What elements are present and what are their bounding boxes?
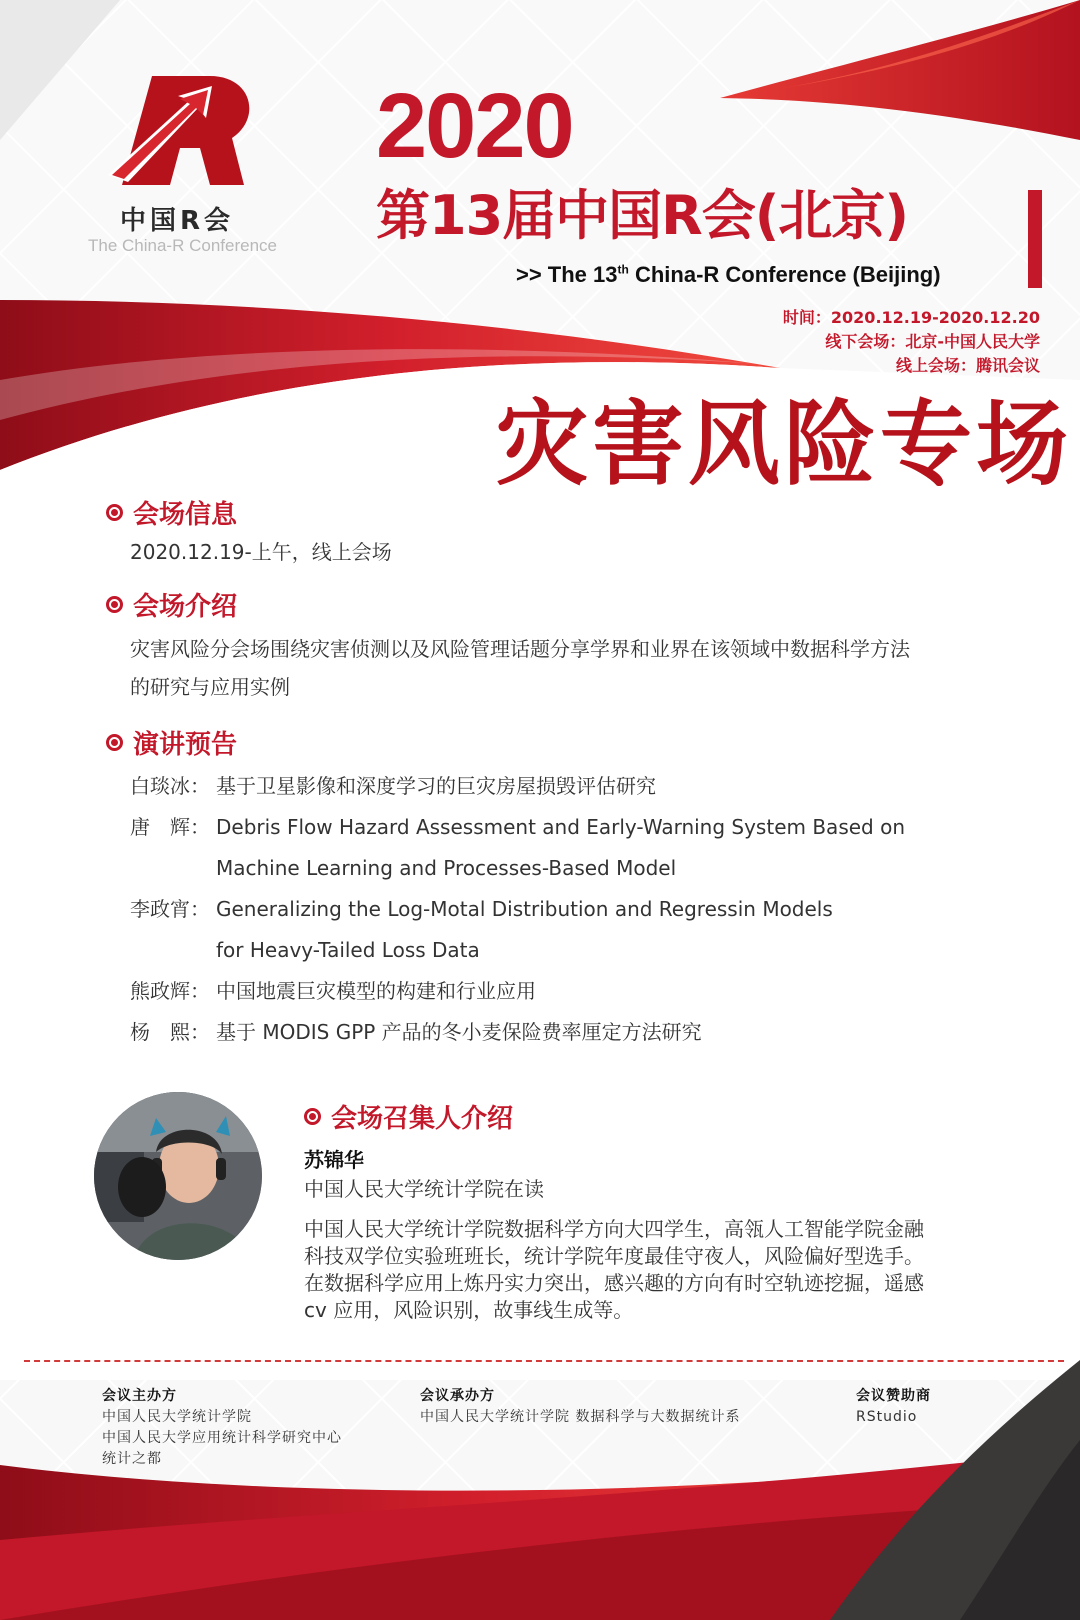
- convener-heading: 会场召集人介绍: [304, 1098, 513, 1135]
- venue-intro-heading: 会场介绍: [106, 586, 237, 623]
- talk-item: [130, 807, 1030, 889]
- talks-heading: 演讲预告: [106, 724, 237, 761]
- talk-item: [130, 766, 1030, 807]
- venue-intro-text: 灾害风险分会场围绕灾害侦测以及风险管理话题分享学界和业界在该领域中数据科学方法 的研究与应用实例: [130, 637, 910, 699]
- person-photo-icon: [94, 1092, 262, 1260]
- talk-speaker: 白琰冰：: [130, 774, 210, 798]
- talk-speaker: 熊政辉：: [130, 979, 210, 1003]
- footer-organizer: 会议承办方 中国人民大学统计学院 数据科学与大数据统计系: [420, 1388, 741, 1425]
- talks-list: [130, 766, 1030, 1053]
- logo-chinese-text: 中国R会: [120, 206, 235, 236]
- talk-title: 基于卫星影像和深度学习的巨灾房屋损毁评估研究: [216, 774, 656, 798]
- talk-speaker: 唐 辉：: [130, 815, 210, 839]
- talk-title: Debris Flow Hazard Assessment and Early-Warning System Based on Machine Learning and Processes-Based Model: [216, 815, 906, 880]
- conference-title: 第13届中国R会(北京): [376, 184, 909, 247]
- footer-divider: [24, 1360, 1064, 1362]
- talk-item: [130, 971, 1030, 1012]
- target-bullet-icon: [304, 1108, 321, 1125]
- talk-item: [130, 889, 1030, 971]
- target-bullet-icon: [106, 734, 123, 751]
- talk-speaker: 李政宵：: [130, 897, 210, 921]
- session-title: 灾害风险专场: [496, 390, 1073, 498]
- event-info: [783, 306, 1040, 378]
- target-bullet-icon: [106, 596, 123, 613]
- event-online-venue: 线上会场：腾讯会议: [895, 356, 1040, 375]
- talk-title: Generalizing the Log-Motal Distribution and Regressin Models for Heavy-Tailed Loss Data: [216, 897, 833, 962]
- convener-name: 苏锦华: [304, 1148, 364, 1172]
- event-offline-venue: 线下会场：北京-中国人民大学: [825, 332, 1040, 351]
- convener-avatar: [94, 1092, 262, 1260]
- talk-title: 基于 MODIS GPP 产品的冬小麦保险费率厘定方法研究: [216, 1020, 702, 1044]
- convener-affiliation: 中国人民大学统计学院在读: [304, 1177, 544, 1201]
- footer-sponsor: 会议赞助商 RStudio: [856, 1388, 931, 1425]
- event-time: 时间：2020.12.19-2020.12.20: [782, 308, 1040, 327]
- talk-title: 中国地震巨灾模型的构建和行业应用: [216, 979, 536, 1003]
- footer-host: 会议主办方 中国人民大学统计学院 中国人民大学应用统计科学研究中心 统计之都: [102, 1388, 342, 1467]
- venue-info-text: 2020.12.19-上午，线上会场: [130, 540, 392, 564]
- logo-english-text: The China-R Conference: [88, 236, 277, 255]
- conference-year: 2020: [376, 75, 573, 177]
- venue-info-heading: 会场信息: [106, 494, 237, 531]
- conference-english-subtitle: >> The 13th China-R Conference (Beijing): [516, 262, 941, 287]
- title-accent-bar: [1028, 190, 1042, 288]
- talk-speaker: 杨 熙：: [130, 1020, 210, 1044]
- target-bullet-icon: [106, 504, 123, 521]
- convener-bio: 中国人民大学统计学院数据科学方向大四学生，高瓴人工智能学院金融 科技双学位实验班班长，统计学院年度最佳守夜人，风险偏好型选手。 在数据科学应用上炼丹实力突出，感兴趣的方向有时空轨迹挖掘，遥感 cv 应用，风险识别，故事线生成等。: [304, 1217, 924, 1322]
- talk-item: [130, 1012, 1030, 1053]
